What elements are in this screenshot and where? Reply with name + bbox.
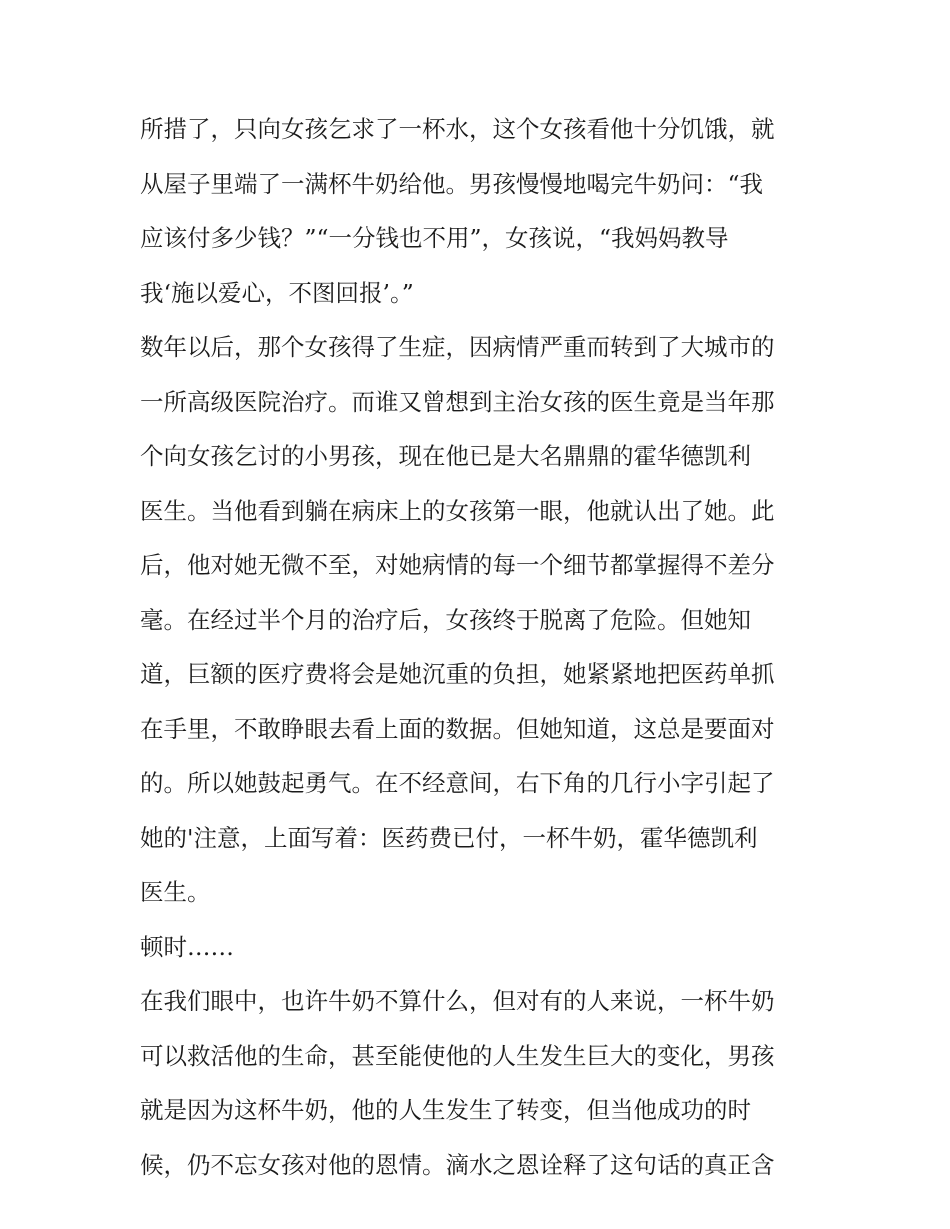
text-line-10: 毫。在经过半个月的治疗后，女孩终于脱离了危险。但她知 — [140, 605, 751, 634]
text-line-4: 我‘施以爱心，不图回报’。” — [140, 278, 414, 307]
body-text — [140, 102, 830, 1192]
text-line-6: 一所高级医院治疗。而谁又曾想到主治女孩的医生竟是当年那 — [140, 387, 775, 416]
text-line-17: 在我们眼中，也许牛奶不算什么，但对有的人来说，一杯牛奶 — [140, 987, 775, 1015]
text-line-2: 从屋子里端了一满杯牛奶给他。男孩慢慢地喝完牛奶问：“我 — [140, 169, 764, 198]
text-line-11: 道，巨额的医疗费将会是她沉重的负担，她紧紧地把医药单抓 — [140, 660, 775, 688]
text-line-16: 顿时…… — [140, 932, 234, 961]
text-line-20: 候，仍不忘女孩对他的恩情。滴水之恩诠释了这句话的真正含 — [140, 1150, 775, 1179]
text-line-19: 就是因为这杯牛奶，他的人生发生了转变，但当他成功的时 — [140, 1096, 751, 1124]
text-line-14: 她的'注意，上面写着：医药费已付，一杯牛奶，霍华德凯利 — [140, 823, 758, 852]
text-line-18: 可以救活他的生命，甚至能使他的人生发生巨大的变化，男孩 — [140, 1041, 775, 1070]
text-line-7: 个向女孩乞讨的小男孩，现在他已是大名鼎鼎的霍华德凯利 — [140, 442, 751, 470]
text-line-9: 后，他对她无微不至，对她病情的每一个细节都掌握得不差分 — [140, 551, 775, 579]
text-line-5: 数年以后，那个女孩得了生症，因病情严重而转到了大城市的 — [140, 333, 775, 361]
text-line-1: 所措了，只向女孩乞求了一杯水，这个女孩看他十分饥饿，就 — [140, 115, 775, 143]
text-line-12: 在手里，不敢睁眼去看上面的数据。但她知道，这总是要面对 — [140, 714, 775, 743]
text-line-3: 应该付多少钱？”“一分钱也不用”，女孩说，“我妈妈教导 — [140, 224, 729, 252]
text-line-8: 医生。当他看到躺在病床上的女孩第一眼，他就认出了她。此 — [140, 496, 775, 525]
text-line-13: 的。所以她鼓起勇气。在不经意间，右下角的几行小字引起了 — [140, 769, 775, 797]
text-line-15: 医生。 — [140, 878, 211, 906]
